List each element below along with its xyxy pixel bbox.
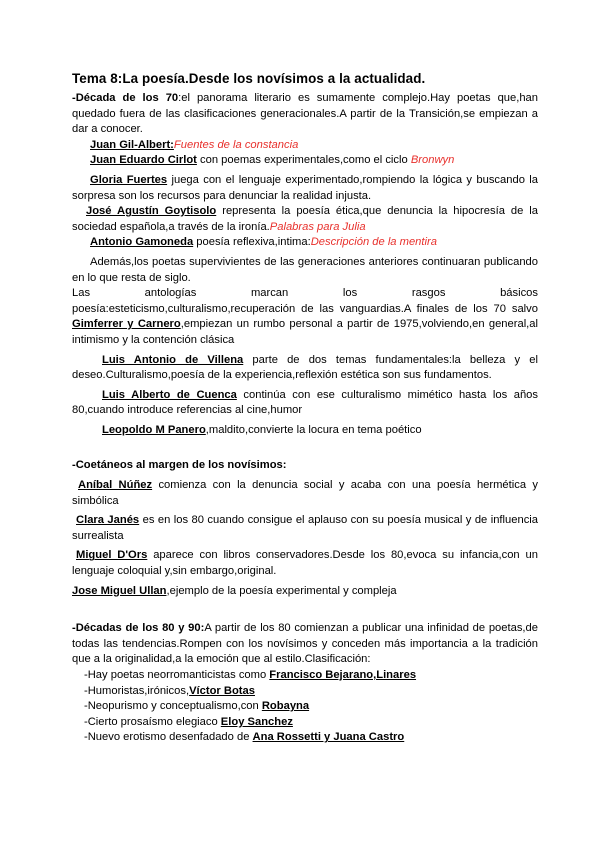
poet-name: Gimferrer y Carnero [72, 318, 181, 331]
poet-name: Clara Janés [76, 514, 140, 527]
poet-name: Francisco Bejarano,Linares [269, 669, 417, 681]
poet-name: Gloria Fuertes [90, 173, 168, 186]
entry-janes: Clara Janés es en los 80 cuando consigue el aplauso con su poesía musical y de influencia surrealista [72, 514, 538, 542]
list-item: -Neopurismo y conceptualismo,con Robayna [84, 700, 310, 713]
entry-villena: Luis Antonio de Villena parte de dos temas fundamentales:la belleza y el deseo.Culturalismo,poesía de la experiencia,reflexión estética son sus fundamentos. [72, 353, 538, 382]
poet-name: Luis Alberto de Cuenca [102, 388, 237, 401]
poet-name: Jose Miguel Ullan [72, 584, 167, 597]
classification-list [72, 668, 538, 746]
poet-name: Robayna [261, 700, 310, 713]
section-heading: -Década de los 70 [72, 92, 179, 104]
page-title: Tema 8:La poesía.Desde los novísimos a la actualidad. [72, 71, 426, 86]
entry-ullan: Jose Miguel Ullan,ejemplo de la poesía experimental y compleja [72, 584, 397, 597]
paragraph-ademas: Además,los poetas supervivientes de las generaciones anteriores continuaran publicando en lo que resta de siglo. [72, 255, 538, 284]
entry-gamoneda: Antonio Gamoneda poesía reflexiva,intima:Descripción de la mentira [90, 236, 437, 249]
poet-name: Antonio Gamoneda [90, 236, 194, 249]
document-page [72, 70, 538, 746]
entry-ors: Miguel D'Ors aparece con libros conservadores.Desde los 80,evoca su infancia,con un lenguaje coloquial y,sin embargo,original. [72, 549, 538, 578]
poet-name: Leopoldo M Panero [102, 423, 206, 436]
poet-name: Luis Antonio de Villena [102, 353, 244, 366]
section-coetaneos-heading [72, 458, 538, 474]
entry-cirlot: Juan Eduardo Cirlot con poemas experimentales,como el ciclo Bronwyn [90, 154, 455, 167]
poet-name: Eloy Sanchez [220, 715, 293, 728]
list-item: -Humoristas,irónicos,Víctor Botas [84, 684, 255, 697]
poet-name: Ana Rossetti y Juana Castro [252, 731, 405, 744]
entry-gil-albert [72, 138, 538, 154]
entry-nunez: Aníbal Núñez comienza con la denuncia social y acaba con una poesía hermética y simbólica [72, 479, 538, 507]
paragraph-antologias-line1: Las antologías marcan los rasgos básicos [72, 287, 538, 300]
poet-name: Juan Gil-Albert: [90, 138, 174, 151]
section-80s-90s-intro: -Décadas de los 80 y 90:A partir de los 80 comienzan a publicar una infinidad de poetas,de todas las tendencias.Rompen con los novísimos y conceden más importancia a la tradición que a la originalidad,a la emoción que al estilo.Clasificación: [72, 622, 538, 666]
section-heading: -Coetáneos al margen de los novísimos: [72, 459, 287, 472]
poet-name: José Agustín Goytisolo [86, 205, 217, 218]
work-title: Fuentes de la constancia [173, 138, 299, 151]
work-title: Bronwyn [410, 154, 455, 167]
entry-fuertes: Gloria Fuertes juega con el lenguaje experimentado,rompiendo la lógica y buscando la sorpresa son los recursos para denunciar la realidad injusta. [72, 173, 538, 202]
poet-name: Miguel D'Ors [76, 549, 148, 562]
poet-name: Víctor Botas [189, 684, 255, 697]
section-heading: -Décadas de los 80 y 90: [72, 622, 205, 635]
paragraph-antologias: poesía:esteticismo,culturalismo,recuperación de las vanguardias.A finales de los 70 salvo Gimferrer y Carnero,empiezan un rumbo personal a partir de 1975,volviendo,en general,al intimismo y la contención clásica [72, 302, 538, 346]
list-item: -Nuevo erotismo desenfadado de Ana Rossetti y Juana Castro [84, 731, 405, 744]
poet-name: Juan Eduardo Cirlot [90, 154, 197, 167]
work-title: Descripción de la mentira [310, 236, 437, 249]
section-70s-intro: -Década de los 70:el panorama literario es sumamente complejo.Hay poetas que,han quedado fuera de las clasificaciones generacionales.A partir de la Transición,se empiezan a dar a conocer. [72, 92, 539, 136]
list-item: -Cierto prosaísmo elegiaco Eloy Sanchez [84, 715, 293, 728]
list-item: -Hay poetas neorromanticistas como Francisco Bejarano,Linares [84, 669, 417, 681]
entry-cuenca: Luis Alberto de Cuenca continúa con ese culturalismo mimético hasta los años 80,cuando introduce referencias al cine,humor [72, 388, 538, 417]
poet-name: Aníbal Núñez [78, 479, 153, 492]
entry-goytisolo: José Agustín Goytisolo representa la poesía ética,que denuncia la hipocresía de la sociedad española,a través de la ironía.Palabras para Julia [72, 205, 538, 233]
entry-panero: Leopoldo M Panero,maldito,convierte la locura en tema poético [102, 423, 422, 436]
work-title: Palabras para Julia [269, 220, 366, 233]
